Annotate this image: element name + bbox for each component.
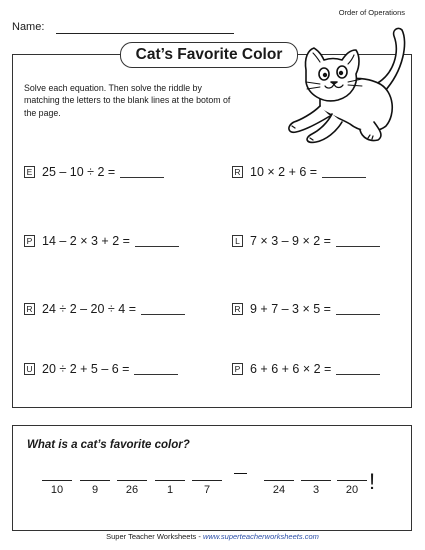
- instructions-text: Solve each equation. Then solve the riddle by matching the letters to the blank lines at the botom of the page.: [24, 83, 231, 118]
- problem-letter: P: [24, 235, 35, 247]
- riddle-answer-slot[interactable]: [337, 468, 367, 496]
- problem-letter: E: [24, 166, 35, 178]
- problem-8: [232, 362, 380, 376]
- riddle-answer-slot[interactable]: [117, 468, 147, 496]
- riddle-answer-line[interactable]: [337, 468, 367, 481]
- problem-1: [24, 165, 164, 179]
- riddle-answer-slot[interactable]: [80, 468, 110, 496]
- name-field-line: [56, 33, 234, 34]
- footer-url-link[interactable]: www.superteacherworksheets.com: [202, 532, 319, 541]
- problem-equation: 10 × 2 + 6 =: [250, 165, 318, 179]
- riddle-answer-slot[interactable]: [42, 468, 72, 496]
- cat-illustration-icon: [276, 22, 418, 144]
- footer-brand: Super Teacher Worksheets: [106, 532, 197, 541]
- answer-blank[interactable]: [120, 167, 164, 178]
- problem-equation: 7 × 3 – 9 × 2 =: [250, 234, 331, 248]
- riddle-answer-slot[interactable]: [264, 468, 294, 496]
- riddle-answer-number: 24: [272, 484, 286, 496]
- answer-blank[interactable]: [336, 236, 380, 247]
- problem-letter: P: [232, 363, 243, 375]
- riddle-answer-number: 1: [166, 484, 174, 496]
- riddle-answer-line[interactable]: [117, 468, 147, 481]
- problem-equation: 6 + 6 + 6 × 2 =: [250, 362, 332, 376]
- problem-6: [232, 302, 380, 316]
- riddle-answer-number: 9: [91, 484, 99, 496]
- answer-blank[interactable]: [336, 364, 380, 375]
- answer-blank[interactable]: [322, 167, 366, 178]
- problem-letter: R: [24, 303, 35, 315]
- answer-blank[interactable]: [134, 364, 178, 375]
- problem-equation: 14 – 2 × 3 + 2 =: [42, 234, 130, 248]
- problem-3: [24, 234, 179, 248]
- riddle-answer-line[interactable]: [192, 468, 222, 481]
- riddle-answer-line[interactable]: [155, 468, 185, 481]
- problem-4: [232, 234, 380, 248]
- problem-2: [232, 165, 366, 179]
- riddle-answer-slot[interactable]: [155, 468, 185, 496]
- riddle-exclamation: !: [369, 469, 376, 494]
- riddle-answer-line[interactable]: [301, 468, 331, 481]
- footer: [0, 532, 425, 541]
- riddle-answer-line[interactable]: [80, 468, 110, 481]
- riddle-answer-number: 7: [203, 484, 211, 496]
- worksheet-title-text: Cat’s Favorite Color: [135, 46, 283, 63]
- riddle-answer-number: 3: [312, 484, 320, 496]
- answer-blank[interactable]: [141, 304, 185, 315]
- riddle-answer-slot[interactable]: [192, 468, 222, 496]
- problem-letter: R: [232, 303, 243, 315]
- riddle-answer-line[interactable]: [42, 468, 72, 481]
- riddle-answer-number: 20: [345, 484, 359, 496]
- problem-5: [24, 302, 185, 316]
- answer-blank[interactable]: [336, 304, 380, 315]
- problem-letter: L: [232, 235, 243, 247]
- name-label: Name:: [12, 21, 45, 33]
- riddle-answer-slot[interactable]: [301, 468, 331, 496]
- problem-equation: 9 + 7 – 3 × 5 =: [250, 302, 331, 316]
- problem-equation: 25 – 10 ÷ 2 =: [42, 165, 116, 179]
- worksheet-topic: Order of Operations: [338, 8, 405, 17]
- answer-blank[interactable]: [135, 236, 179, 247]
- worksheet-title: [120, 42, 298, 68]
- riddle-answer-line[interactable]: [264, 468, 294, 481]
- problem-7: [24, 362, 178, 376]
- footer-separator: -: [196, 532, 203, 541]
- word-separator-dash: [234, 473, 247, 474]
- problem-equation: 24 ÷ 2 – 20 ÷ 4 =: [42, 302, 136, 316]
- problem-letter: R: [232, 166, 243, 178]
- riddle-answer-number: 26: [125, 484, 139, 496]
- riddle-question: What is a cat’s favorite color?: [27, 439, 190, 451]
- problem-equation: 20 ÷ 2 + 5 – 6 =: [42, 362, 130, 376]
- problem-letter: U: [24, 363, 35, 375]
- riddle-answer-number: 10: [50, 484, 64, 496]
